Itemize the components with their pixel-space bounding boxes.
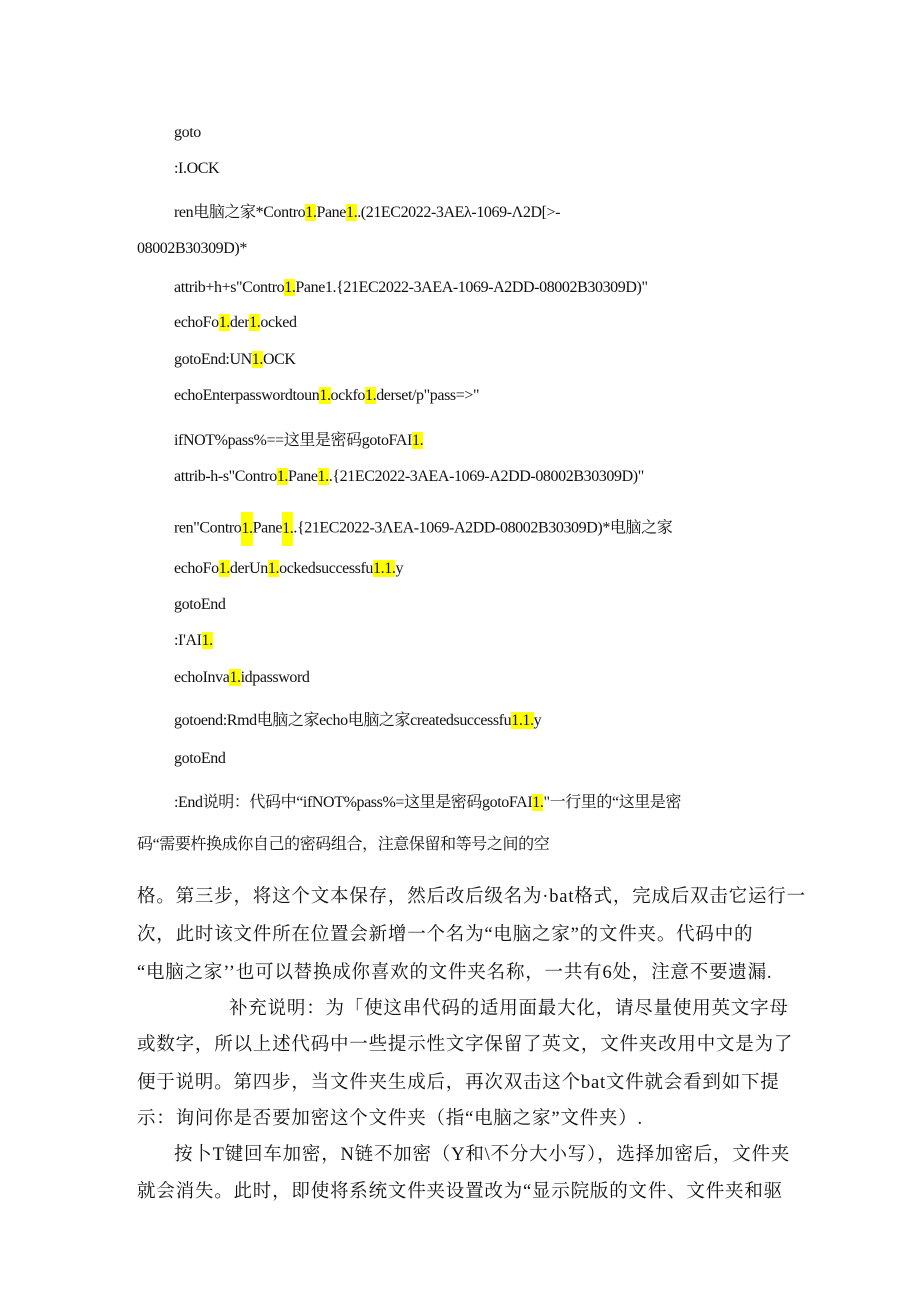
text-segment: Pane1.{21EC2022-3AEA-1069-A2DD-08002B30309D)": [295, 279, 648, 296]
highlighted-text: 1.1.: [373, 560, 396, 577]
text-segment: 示：询问你是否要加密这个文件夹（指“电脑之家”文件夹）.: [137, 1109, 643, 1129]
text-segment: derUn: [229, 560, 268, 577]
text-segment: 或数字，所以上述代码中一些提示性文字保留了英文，文件夹改用中文是为了: [137, 1035, 794, 1055]
text-line: [137, 920, 753, 946]
text-line: [174, 351, 296, 369]
highlighted-text: 1.: [346, 204, 358, 221]
highlighted-text: 1.: [251, 351, 263, 368]
text-line: [174, 632, 213, 650]
text-line: [137, 1068, 780, 1094]
text-line: [174, 789, 681, 812]
text-segment: ren"Contro: [174, 519, 242, 537]
text-line: [174, 512, 672, 546]
text-segment: idpassword: [240, 669, 310, 686]
highlighted-text: 1.: [201, 632, 213, 649]
text-line: [174, 387, 479, 405]
text-segment: 码“需要杵换成你自己的密码组合，注意保留和等号之间的空: [137, 836, 550, 853]
text-segment: attrib+h+s"Contro: [174, 279, 285, 296]
text-segment: echoFo: [174, 560, 219, 577]
text-segment: :End说明：代码中“ifNOT%pass%=这里是密码gotoFAI: [174, 794, 533, 811]
text-segment: ockedsuccessfu: [279, 560, 374, 577]
text-segment: Pane: [316, 204, 346, 221]
text-segment: 补充说明：为「使这串代码的适用面最大化，请尽量使用英文字母: [229, 999, 789, 1019]
text-segment: ren电脑之家*Contro: [174, 204, 306, 221]
text-segment: der: [229, 314, 250, 331]
text-segment: echoFo: [174, 314, 219, 331]
text-segment: echoEnterpasswordtoun: [174, 387, 320, 404]
highlighted-text: 1.: [317, 468, 329, 485]
text-line: [174, 279, 648, 297]
text-segment: gotoEnd: [174, 596, 226, 613]
text-segment: ockfo: [330, 387, 365, 404]
text-segment: Pane: [288, 468, 318, 485]
highlighted-text: 1.: [229, 669, 241, 686]
text-segment: gotoend:Rmd电脑之家echo电脑之家createdsuccessfu: [174, 712, 512, 729]
text-segment: 就会消失。此时，即使将系统文件夹设置改为“显示院版的文件、文件夹和驱: [137, 1182, 783, 1202]
text-segment: .{21EC2022-3ΛEA-1069-A2DD-08002B30309D)*电脑之家: [293, 519, 673, 537]
text-segment: echoInva: [174, 669, 230, 686]
text-segment: 按卜T键回车加密，N链不加密（Y和\不分大小写），选择加密后，文件夹: [174, 1145, 791, 1165]
text-segment: gotoEnd:UN: [174, 351, 252, 368]
highlighted-text: 1.: [218, 314, 230, 331]
text-segment: Pane: [252, 519, 283, 537]
highlighted-text: 1.: [319, 387, 331, 404]
text-line: [174, 669, 310, 687]
text-line: [137, 1104, 643, 1130]
highlighted-text: 1.: [532, 794, 544, 811]
highlighted-text: 1.: [364, 387, 377, 404]
highlighted-text: 1.: [305, 204, 317, 221]
text-line: [174, 1140, 790, 1166]
text-segment: attrib-h-s"Contro: [174, 468, 277, 485]
text-segment: “电脑之家’’也可以替换成你喜欢的文件夹名称，一共有6处，注意不要遗漏.: [137, 963, 773, 983]
text-segment: 便于说明。第四步，当文件夹生成后，再次双击这个bat文件就会看到如下提: [137, 1073, 780, 1093]
text-segment: OCK: [262, 351, 296, 368]
highlighted-text: 1.: [267, 560, 280, 577]
text-line: [137, 1177, 783, 1203]
text-line: [174, 124, 201, 142]
highlighted-text: 1.: [276, 468, 289, 485]
text-segment: "一行里的“这里是密: [543, 794, 682, 811]
text-segment: goto: [174, 124, 201, 141]
text-segment: :I'AI: [174, 632, 202, 649]
text-segment: derset/p"pass=>": [376, 387, 480, 404]
text-line: [174, 750, 225, 768]
text-line: [137, 882, 806, 908]
text-line: [137, 958, 772, 984]
text-segment: 格。第三步，将这个文本保存，然后改后级名为·bat格式，完成后双击它运行一: [137, 887, 806, 907]
text-segment: 次，此时该文件所在位置会新增一个名为“电脑之家”的文件夹。代码中的: [137, 925, 754, 945]
text-line: [174, 199, 560, 222]
text-line: [174, 596, 225, 614]
text-segment: ocked: [260, 314, 297, 331]
text-segment: .{21EC2022-3AEA-1069-A2DD-08002B30309D)": [328, 468, 644, 485]
text-line: [174, 560, 403, 578]
highlighted-text: 1.1.: [511, 712, 534, 729]
highlighted-text: 1.: [218, 560, 230, 577]
text-line: [174, 427, 423, 450]
highlighted-text: 1.: [284, 279, 296, 296]
text-segment: 08002B30309D)*: [137, 240, 247, 257]
text-line: [174, 468, 644, 486]
text-segment: .(21EC2022-3AEλ-1069-Λ2D[>-: [357, 204, 561, 221]
text-line: [229, 994, 789, 1020]
highlighted-text: 1.: [249, 314, 261, 331]
text-line: [137, 831, 549, 854]
text-segment: gotoEnd: [174, 750, 226, 767]
text-line: [174, 160, 219, 178]
text-line: [174, 314, 297, 332]
highlighted-text: 1.: [282, 512, 293, 546]
text-segment: ifNOT%pass%==这里是密码gotoFAI: [174, 432, 412, 449]
highlighted-text: 1.: [411, 432, 424, 449]
text-segment: :I.OCK: [174, 160, 220, 177]
highlighted-text: 1.: [241, 512, 252, 546]
text-line: [137, 1030, 793, 1056]
text-segment: y: [533, 712, 542, 729]
text-segment: y: [395, 560, 404, 577]
text-line: [137, 240, 247, 258]
text-line: [174, 707, 541, 730]
